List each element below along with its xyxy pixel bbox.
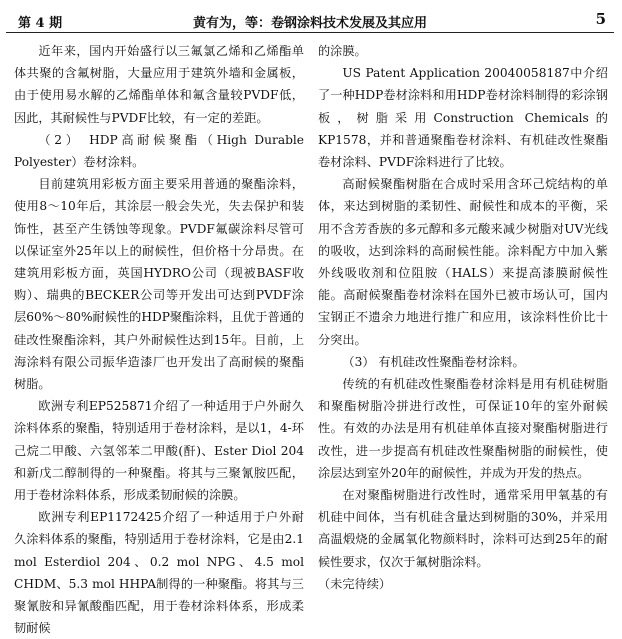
paragraph: 在对聚酯树脂进行改性时，通常采用甲氧基的有机硅中间体，当有机硅含量达到树脂的30%，并采用高温煅烧的金属氧化物颜料时，涂料可达到25年的耐候性要求，仅次于氟树脂涂料。 <box>318 488 608 569</box>
paragraph: 目前建筑用彩板方面主要采用普通的聚酯涂料，使用8～10年后，其涂层一般会失光，失去保护和装饰性，甚至产生锈蚀等现象。PVDF氟碳涂料尽管可以保证室外25年以上的耐候性，但价格十分昂贵。在建筑用彩板方面，英国HYDRO公司（现被BASF收购）、瑞典的BECKER公司等开发出可达到PVDF涂层60%～80%耐候性的HDP聚酯涂料，且优于普通的硅改性聚酯涂料，其户外耐候性达到15年。目前，上海涂料有限公司振华造漆厂也开发出了高耐候的聚酯树脂。 <box>14 177 304 392</box>
paragraph: 近年来，国内开始盛行以三氟氯乙烯和乙烯酯单体共聚的含氟树脂，大量应用于建筑外墙和金属板，由于使用易水解的乙烯酯单体和氟含量较PVDF低，因此，其耐候性与PVDF比较，有一定的差距。 <box>14 44 304 125</box>
issue-number: 第 4 期 <box>18 16 63 31</box>
paragraph: 欧洲专利EP1172425介绍了一种适用于户外耐久涂料体系的聚酯，特别适用于卷材涂料，它是由2.1 mol Esterdiol 204、0.2 mol NPG、4.5 mol CHDM、5.3 mol HHPA制得的一种聚酯。将其与三聚氰胺和异氰酸酯匹配，用于卷材涂料体系，形成柔韧耐候 <box>14 510 304 636</box>
paragraph: 欧洲专利EP525871介绍了一种适用于户外耐久涂料体系的聚酯，特别适用于卷材涂料，是以1，4-环己烷二甲酸、六氢邻苯二甲酸(酐)、Ester Diol 204和新戊二醇制得的一种聚酯。将其与三聚氰胺匹配，用于卷材涂料体系，形成柔韧耐候的涂膜。 <box>14 399 304 503</box>
running-title: 黄有为，等：卷钢涂料技术发展及其应用 <box>192 16 427 31</box>
paragraph: 高耐候聚酯树脂在合成时采用含环己烷结构的单体，来达到树脂的柔韧性、耐候性和成本的平衡，采用不含芳香族的多元醇和多元酸来减少树脂对UV光线的吸收，达到涂料的高耐候性能。涂料配方中加入紫外线吸收剂和位阻胺（HALS）来提高漆膜耐候性能。高耐候聚酯卷材涂料在国外已被市场认可，国内宝钢正不遗余力地进行推广和应用，该涂料性价比十分突出。 <box>318 177 608 347</box>
paragraph: 传统的有机硅改性聚酯卷材涂料是用有机硅树脂和聚酯树脂冷拼进行改性，可保证10年的室外耐候性。有效的办法是用有机硅单体直接对聚酯树脂进行改性，进一步提高有机硅改性聚酯树脂的耐候性，使涂层达到室外20年的耐候性，并成为开发的热点。 <box>318 377 608 480</box>
paragraph: US Patent Application 20040058187中介绍了一种HDP卷材涂料和用HDP卷材涂料制得的彩涂钢板，树脂采用Construction Chemicals的KP1578，并和普通聚酯卷材涂料、有机硅改性聚酯卷材涂料、PVDF涂料进行了比较。 <box>318 66 608 170</box>
left-column <box>14 40 304 639</box>
paragraph-continuation: 的涂膜。 <box>318 44 367 58</box>
running-header <box>6 4 614 33</box>
section-heading: （3） 有机硅改性聚酯卷材涂料。 <box>342 354 525 369</box>
to-be-continued-note: （未完待续） <box>318 576 392 591</box>
right-column <box>318 40 608 595</box>
page-number: 5 <box>595 10 606 28</box>
section-heading: （2） HDP高耐候聚酯（High Durable Polyester）卷材涂料。 <box>14 132 304 170</box>
